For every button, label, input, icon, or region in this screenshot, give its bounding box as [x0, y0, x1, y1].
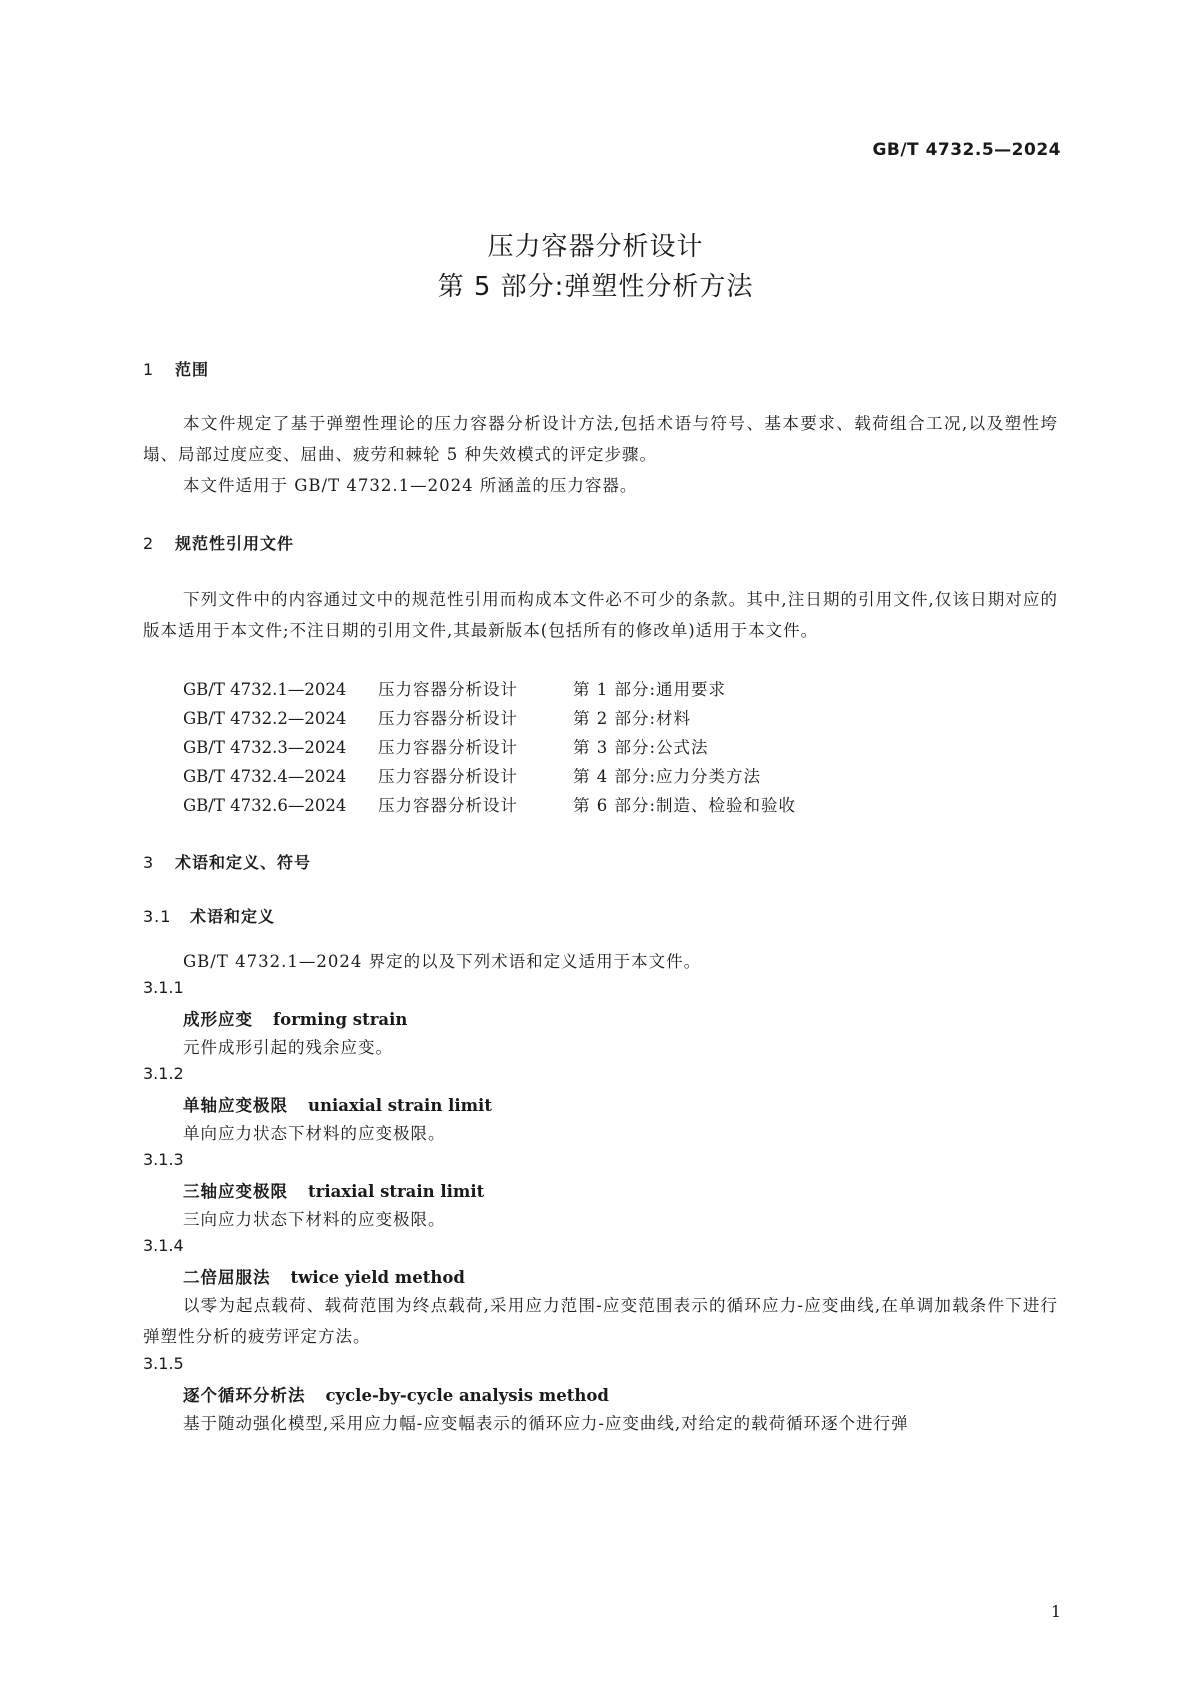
term-number: 3.1.5 — [143, 1354, 184, 1373]
reference-part: 第 6 部分:制造、检验和验收 — [573, 796, 797, 815]
section-1-paragraph-2: 本文件适用于 GB/T 4732.1—2024 所涵盖的压力容器。 — [183, 476, 638, 495]
standard-id: GB/T 4732.5—2024 — [872, 140, 1061, 160]
reference-row — [183, 792, 796, 816]
reference-title: 压力容器分析设计 — [378, 796, 518, 815]
term-name-en: triaxial strain limit — [308, 1182, 485, 1201]
reference-part: 第 4 部分:应力分类方法 — [573, 767, 762, 786]
section-title: 规范性引用文件 — [175, 534, 295, 553]
document-title-line2: 第 5 部分:弹塑性分析方法 — [437, 272, 754, 302]
reference-row — [183, 734, 709, 758]
term-name-zh: 三轴应变极限 — [183, 1182, 288, 1201]
section-number: 1 — [143, 360, 155, 379]
term-name — [183, 1092, 492, 1116]
term-number: 3.1.1 — [143, 978, 184, 997]
reference-row — [183, 676, 726, 700]
subsection-number: 3.1 — [143, 907, 172, 926]
reference-code: GB/T 4732.2—2024 — [183, 709, 347, 728]
term-number: 3.1.4 — [143, 1236, 184, 1255]
subsection-title: 术语和定义 — [190, 907, 276, 926]
reference-title: 压力容器分析设计 — [378, 709, 518, 728]
reference-code: GB/T 4732.6—2024 — [183, 796, 347, 815]
term-name — [183, 1178, 484, 1202]
page-number: 1 — [1050, 1602, 1061, 1621]
reference-row — [183, 705, 691, 729]
reference-code: GB/T 4732.3—2024 — [183, 738, 347, 757]
section-2-paragraph-1: 下列文件中的内容通过文中的规范性引用而构成本文件必不可少的条款。其中,注日期的引用文件,仅该日期对应的版本适用于本文件;不注日期的引用文件,其最新版本(包括所有的修改单)适用于本文件。 — [143, 590, 1058, 640]
term-name-en: cycle-by-cycle analysis method — [325, 1386, 609, 1405]
reference-title: 压力容器分析设计 — [378, 767, 518, 786]
term-definition: 基于随动强化模型,采用应力幅-应变幅表示的循环应力-应变曲线,对给定的载荷循环逐个进行弹 — [183, 1414, 909, 1433]
reference-code: GB/T 4732.1—2024 — [183, 680, 347, 699]
term-name-en: twice yield method — [290, 1268, 465, 1287]
section-1-heading — [143, 357, 209, 380]
term-name-en: forming strain — [273, 1010, 408, 1029]
section-title: 术语和定义、符号 — [175, 853, 312, 872]
section-2-heading — [143, 531, 294, 554]
term-number: 3.1.3 — [143, 1150, 184, 1169]
reference-part: 第 1 部分:通用要求 — [573, 680, 727, 699]
section-3-1-intro: GB/T 4732.1—2024 界定的以及下列术语和定义适用于本文件。 — [183, 952, 702, 971]
reference-part: 第 2 部分:材料 — [573, 709, 692, 728]
term-name — [183, 1264, 465, 1288]
term-definition: 三向应力状态下材料的应变极限。 — [183, 1210, 446, 1229]
section-3-heading — [143, 850, 311, 873]
term-definition: 元件成形引起的残余应变。 — [183, 1038, 393, 1057]
term-name-zh: 成形应变 — [183, 1010, 253, 1029]
section-number: 3 — [143, 853, 155, 872]
reference-code: GB/T 4732.4—2024 — [183, 767, 347, 786]
reference-part: 第 3 部分:公式法 — [573, 738, 709, 757]
reference-title: 压力容器分析设计 — [378, 680, 518, 699]
section-1-paragraph-1: 本文件规定了基于弹塑性理论的压力容器分析设计方法,包括术语与符号、基本要求、载荷组合工况,以及塑性垮塌、局部过度应变、屈曲、疲劳和棘轮 5 种失效模式的评定步骤。 — [143, 414, 1058, 464]
section-title: 范围 — [175, 360, 210, 379]
term-name-zh: 逐个循环分析法 — [183, 1386, 306, 1405]
term-definition: 以零为起点载荷、载荷范围为终点载荷,采用应力范围-应变范围表示的循环应力-应变曲线,在单调加载条件下进行弹塑性分析的疲劳评定方法。 — [143, 1296, 1058, 1346]
term-name — [183, 1006, 407, 1030]
term-number: 3.1.2 — [143, 1064, 184, 1083]
term-name-en: uniaxial strain limit — [308, 1096, 492, 1115]
term-name — [183, 1382, 609, 1406]
section-number: 2 — [143, 534, 155, 553]
term-name-zh: 单轴应变极限 — [183, 1096, 288, 1115]
reference-row — [183, 763, 761, 787]
document-title-line1: 压力容器分析设计 — [487, 232, 704, 262]
term-name-zh: 二倍屈服法 — [183, 1268, 271, 1287]
reference-title: 压力容器分析设计 — [378, 738, 518, 757]
term-definition: 单向应力状态下材料的应变极限。 — [183, 1124, 446, 1143]
section-3-1-heading — [143, 904, 275, 927]
